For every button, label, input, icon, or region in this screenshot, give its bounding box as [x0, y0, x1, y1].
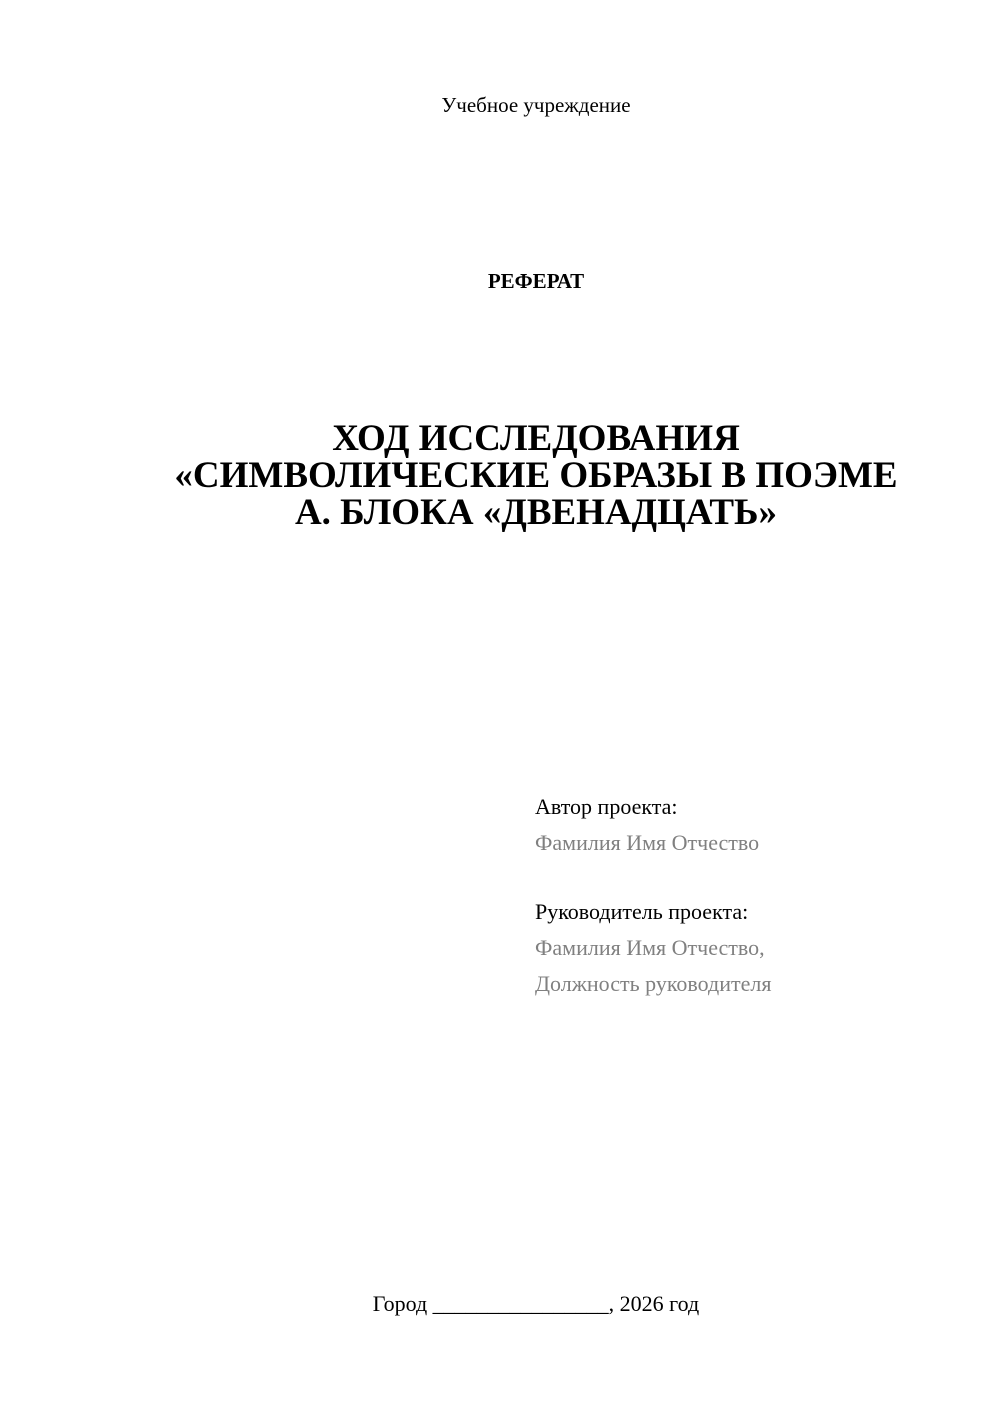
author-label: Автор проекта:	[535, 794, 678, 819]
institution-name: Учебное учреждение	[441, 93, 631, 117]
city-year-line: Город ________________, 2026 год	[372, 1291, 700, 1316]
title-line: А. БЛОКА «ДВЕНАДЦАТЬ»	[294, 492, 778, 533]
document-type: РЕФЕРАТ	[487, 269, 585, 293]
credits-block	[535, 789, 975, 1002]
supervisor-name: Фамилия Имя Отчество,	[535, 935, 765, 960]
supervisor-position: Должность руководителя	[535, 971, 772, 996]
title-line: «СИМВОЛИЧЕСКИЕ ОБРАЗЫ В ПОЭМЕ	[174, 455, 898, 496]
supervisor-label: Руководитель проекта:	[535, 899, 749, 924]
author-name: Фамилия Имя Отчество	[535, 830, 760, 855]
title-line: ХОД ИССЛЕДОВАНИЯ	[332, 418, 740, 459]
credits-spacer	[535, 861, 975, 894]
document-title	[100, 420, 972, 531]
